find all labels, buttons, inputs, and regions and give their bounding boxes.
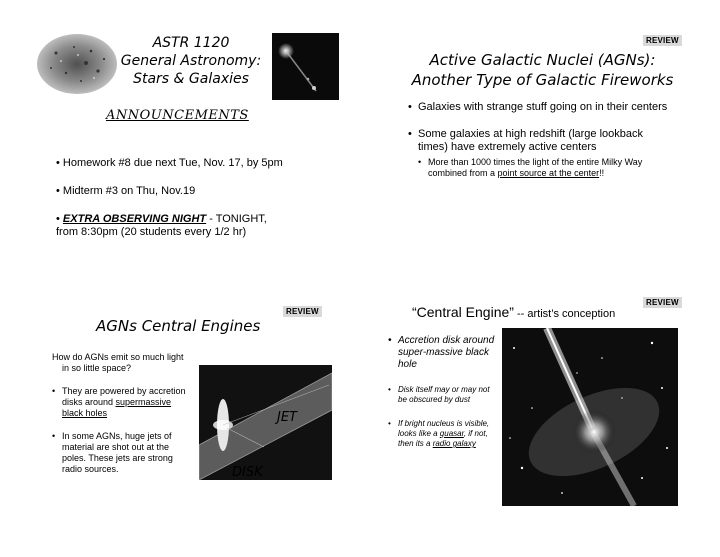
- review-badge: REVIEW: [643, 35, 682, 46]
- central-engine-title: “Central Engine” -- artist’s conception: [412, 304, 616, 320]
- review-badge: REVIEW: [283, 306, 322, 317]
- announcement-homework: • Homework #8 due next Tue, Nov. 17, by 5pm: [56, 157, 283, 169]
- agn-title-line1: Active Galactic Nuclei (AGNs):: [429, 51, 656, 69]
- bullet-accretion-disks: • They are powered by accretion disks around supermassive black holes: [52, 386, 187, 419]
- slide-1: [0, 0, 360, 278]
- bullet-jets: • In some AGNs, huge jets of material are shot out at the poles. These jets are strong radio sources.: [52, 431, 187, 475]
- slide-4: [360, 278, 720, 557]
- central-engines-title: AGNs Central Engines: [96, 317, 261, 335]
- radio-galaxy-link: radio galaxy: [432, 439, 476, 448]
- central-engine-artwork: [502, 328, 678, 506]
- announcements-heading: ANNOUNCEMENTS: [106, 108, 249, 123]
- bullet-dust: • Disk itself may or may not be obscured by dust: [388, 385, 500, 405]
- quasar-link: quasar: [439, 429, 464, 438]
- point-source-link: point source at the center: [497, 168, 600, 178]
- course-title: General Astronomy:: [120, 53, 262, 69]
- central-engine-question: How do AGNs emit so much light in so little space?: [52, 352, 184, 373]
- review-badge: REVIEW: [643, 297, 682, 308]
- slide-2: [360, 0, 720, 278]
- announcement-midterm: • Midterm #3 on Thu, Nov.19: [56, 185, 196, 197]
- course-number: ASTR 1120: [152, 35, 230, 51]
- course-subtitle: Stars & Galaxies: [133, 71, 249, 87]
- disk-label: DISK: [232, 465, 263, 480]
- announcement-list: [56, 157, 316, 239]
- bullet-accretion-disk: • Accretion disk around super-massive black hole: [388, 335, 500, 371]
- jet-photo: [272, 33, 339, 100]
- announcement-observing: • EXTRA OBSERVING NIGHT - TONIGHT,: [56, 213, 267, 225]
- agn-title-line2: Another Type of Galactic Fireworks: [411, 71, 674, 89]
- bullet-quasar: • If bright nucleus is visible, looks like a quasar, if not, then its a radio galaxy: [388, 419, 500, 449]
- agn-subbullet-light: • More than 1000 times the light of the entire Milky Way combined from a point source at the center!!: [418, 157, 668, 179]
- supermassive-black-holes-link: supermassive black holes: [62, 397, 172, 418]
- agn-bullet-high-redshift: • Some galaxies at high redshift (large lookback times) have extremely active centers: [408, 128, 668, 154]
- accretion-disk-diagram: [199, 365, 332, 480]
- agn-bullet-strange-centers: • Galaxies with strange stuff going on in their centers: [408, 101, 668, 114]
- announcement-observing-time: from 8:30pm (20 students every 1/2 hr): [56, 226, 247, 238]
- jet-label: JET: [277, 410, 297, 425]
- slide-3: [0, 278, 360, 557]
